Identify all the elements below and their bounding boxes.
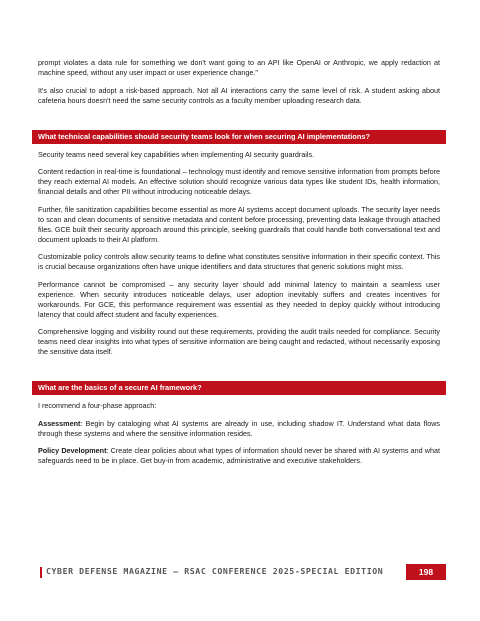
paragraph: It's also crucial to adopt a risk-based approach. Not all AI interactions carry the same level of risk. A student asking about cafeteria hours doesn't need the same security controls as a faculty member uploading research data.: [38, 85, 440, 105]
paragraph: Security teams need several key capabilities when implementing AI security guardrails.: [38, 149, 315, 159]
paragraph: I recommend a four-phase approach:: [38, 401, 157, 410]
section-heading: What are the basics of a secure AI framework?: [32, 381, 446, 395]
page-number: 198: [406, 564, 446, 580]
item-text: : Begin by cataloging what AI systems are already in use, including shadow IT. Understand what data flows through these systems and where the sensitive information resides.: [38, 418, 440, 438]
item-lead: Assessment: [38, 418, 81, 428]
paragraph: prompt violates a data rule for something we don't want going to an API like OpenAI or Anthropic, we apply redaction at machine speed, without any user impact or user experience change.": [38, 58, 440, 77]
item-text: : Create clear policies about what types of information should never be shared with AI systems and what safeguards need to be in place. Get buy-in from academic, administrative and executive stakeholders.: [38, 446, 440, 465]
paragraph: Customizable policy controls allow security teams to define what constitutes sensitive information in their specific context. This is crucial because organizations often have unique identifiers and data structures that generic solutions might miss.: [38, 252, 440, 271]
list-item: [38, 446, 440, 466]
article-body: [38, 58, 440, 474]
publication-name: CYBER DEFENSE MAGAZINE – RSAC CONFERENCE 2025-SPECIAL EDITION: [46, 566, 384, 576]
list-item: [38, 419, 440, 439]
paragraph: Further, file sanitization capabilities become essential as more AI systems accept document uploads. The security layer needs to scan and clean documents of sensitive metadata and content before processing, preventing data leakage through attached files. GCE built their security approach around this principle, seeking guardrails that could handle both conversational text and document uploads to their AI platform.: [38, 204, 440, 244]
paragraph: Content redaction in real-time is foundational – technology must identify and remove sensitive information from prompts before they reach external AI models. An effective solution should recognize various data types like student IDs, health information, financial details and other PII without introducing noticeable delays.: [38, 167, 440, 196]
section-heading: What technical capabilities should security teams look for when securing AI implementations?: [32, 130, 446, 144]
footer-accent-bar: [40, 567, 42, 578]
paragraph: Performance cannot be compromised – any security layer should add minimal latency to maintain a seamless user experience. When security introduces noticeable delays, user adoption inevitably suffers and creates incentives for workarounds. For GCE, this performance requirement was essential as they needed to deploy quickly without introducing latency that could affect student and faculty experiences.: [38, 279, 440, 319]
paragraph: Comprehensive logging and visibility round out these requirements, providing the audit trails needed for compliance. Security teams need clear insights into what types of sensitive information are being caught and redacted, without necessarily exposing the sensitive data itself.: [38, 327, 440, 356]
page-footer: [40, 564, 440, 580]
item-lead: Policy Development: [38, 446, 107, 455]
